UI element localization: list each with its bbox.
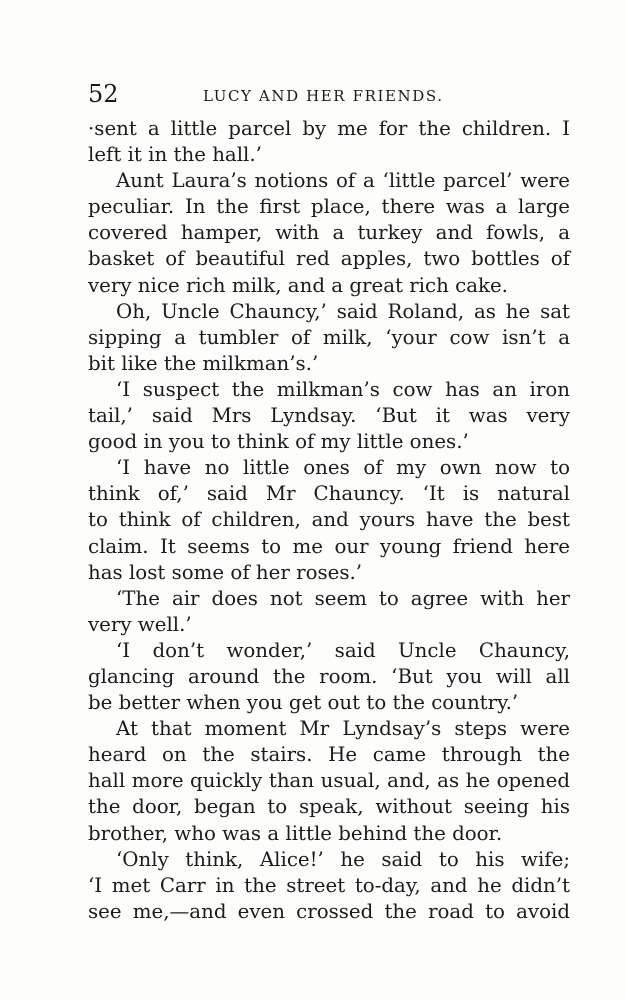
- text-line: the door, began to speak, without seeing his: [88, 795, 570, 819]
- text-line: ‘I have no little ones of my own now to: [116, 456, 570, 480]
- text-line: see me,—and even crossed the road to avoid: [88, 899, 570, 923]
- text-line: At that moment Mr Lyndsay’s steps were: [116, 717, 570, 741]
- text-line: heard on the stairs. He came through the: [88, 743, 570, 767]
- text-line: ‘I don’t wonder,’ said Uncle Chauncy,: [116, 638, 570, 662]
- text-line: ·sent a little parcel by me for the children. I: [88, 117, 570, 140]
- text-line: be better when you get out to the country.’: [88, 691, 519, 715]
- text-line: very nice rich milk, and a great rich cake.: [88, 273, 508, 297]
- text-line: has lost some of her roses.’: [88, 560, 363, 584]
- text-line: ‘I met Carr in the street to-day, and he didn’t: [88, 873, 570, 897]
- text-line: covered hamper, with a turkey and fowls, a: [88, 221, 570, 245]
- running-head: LUCY AND HER FRIENDS.: [203, 87, 444, 105]
- text-line: peculiar. In the first place, there was a large: [88, 195, 570, 219]
- text-line: bit like the milkman’s.’: [88, 351, 319, 375]
- text-line: claim. It seems to me our young friend here: [88, 534, 570, 558]
- text-line: to think of children, and yours have the best: [88, 508, 570, 532]
- text-line: basket of beautiful red apples, two bottles of: [88, 247, 570, 271]
- text-line: left it in the hall.’: [88, 143, 262, 167]
- text-line: ‘Only think, Alice!’ he said to his wife;: [116, 847, 570, 871]
- page-header: [88, 80, 565, 112]
- text-line: very well.’: [88, 612, 192, 636]
- text-line: brother, who was a little behind the door.: [88, 821, 503, 845]
- body-text: [88, 116, 570, 925]
- text-line: think of,’ said Mr Chauncy. ‘It is natural: [88, 482, 570, 506]
- text-line: Aunt Laura’s notions of a ‘little parcel’ were: [116, 169, 570, 193]
- text-line: sipping a tumbler of milk, ‘your cow isn’t a: [88, 325, 570, 349]
- text-line: tail,’ said Mrs Lyndsay. ‘But it was very: [88, 404, 570, 428]
- text-line: glancing around the room. ‘But you will all: [88, 664, 570, 688]
- text-line: hall more quickly than usual, and, as he opened: [88, 769, 570, 793]
- text-line: good in you to think of my little ones.’: [88, 430, 469, 454]
- text-line: ‘I suspect the milkman’s cow has an iron: [116, 377, 570, 401]
- text-line: ‘The air does not seem to agree with her: [116, 586, 570, 610]
- text-line: Oh, Uncle Chauncy,’ said Roland, as he sat: [116, 299, 570, 323]
- page-number: 52: [88, 80, 119, 108]
